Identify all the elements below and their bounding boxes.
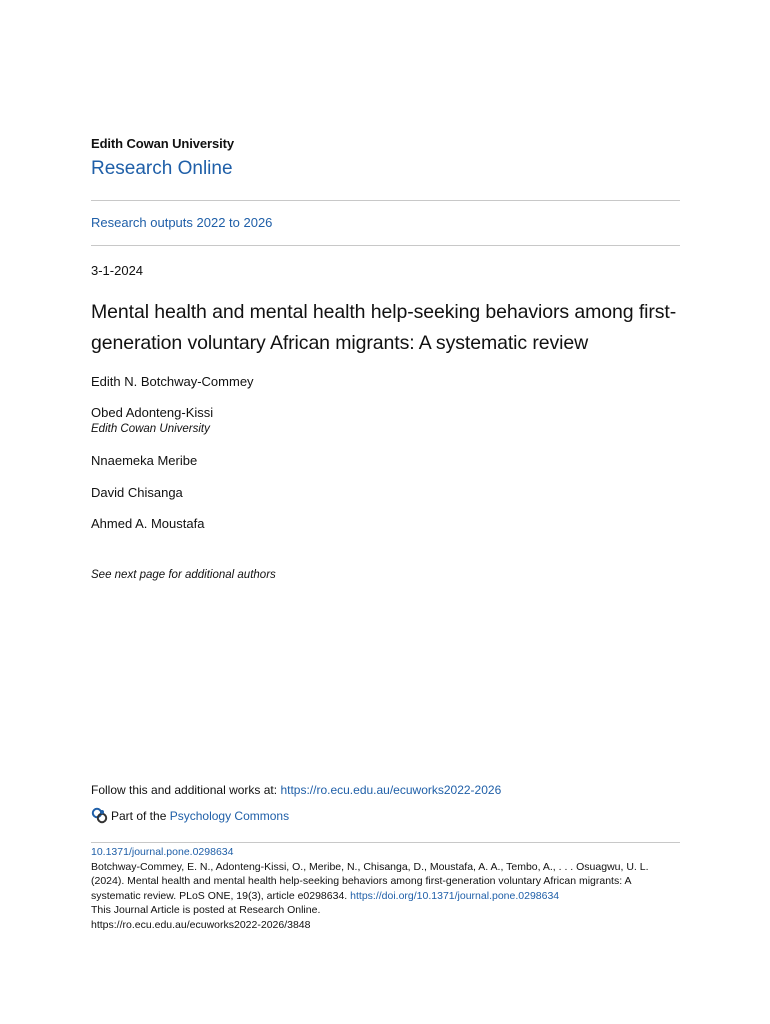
publication-date: 3-1-2024 — [91, 263, 144, 278]
doi-link[interactable]: 10.1371/journal.pone.0298634 — [91, 846, 234, 858]
additional-authors-note: See next page for additional authors — [91, 569, 276, 581]
citation-text-block — [91, 860, 673, 904]
citation-text: Botchway-Commey, E. N., Adonteng-Kissi, O., Meribe, N., Chisanga, D., Moustafa, A. A., Tembo, A., . . . Osuagwu, U. L. (2024). Mental health and mental health help-seeking behaviors among first-generation voluntary African migrants: A systematic review. PLoS ONE, 19(3), article e0298634. — [91, 860, 649, 902]
footer-divider — [91, 842, 680, 843]
follow-label: Follow this and additional works at: — [91, 783, 278, 797]
author-affiliation: Edith Cowan University — [91, 423, 210, 435]
author-name: Ahmed A. Moustafa — [91, 516, 205, 531]
record-url: https://ro.ecu.edu.au/ecuworks2022-2026/3848 — [91, 918, 311, 931]
series-link[interactable]: Research outputs 2022 to 2026 — [91, 215, 273, 230]
psychology-commons-link[interactable]: Psychology Commons — [169, 808, 290, 823]
follow-url-link[interactable]: https://ro.ecu.edu.au/ecuworks2022-2026 — [280, 783, 502, 797]
article-title: Mental health and mental health help-seeking behaviors among first-generation voluntary African migrants: A systematic review — [91, 301, 677, 354]
institution-name: Edith Cowan University — [91, 136, 234, 151]
part-of-label: Part of the — [111, 808, 167, 823]
header-divider-top — [91, 200, 680, 201]
part-of-line — [91, 807, 289, 824]
follow-line — [91, 783, 501, 797]
posted-note: This Journal Article is posted at Research Online. — [91, 904, 321, 917]
citation-block — [91, 845, 673, 933]
author-name: Edith N. Botchway-Commey — [91, 374, 254, 389]
repository-link[interactable]: Research Online — [91, 158, 233, 179]
citation-doi-link[interactable]: https://doi.org/10.1371/journal.pone.0298634 — [350, 889, 560, 902]
author-name: Nnaemeka Meribe — [91, 453, 198, 468]
commons-network-icon — [91, 807, 108, 824]
author-name: David Chisanga — [91, 485, 183, 500]
author-name: Obed Adonteng-Kissi — [91, 405, 214, 420]
header-divider-bottom — [91, 245, 680, 246]
